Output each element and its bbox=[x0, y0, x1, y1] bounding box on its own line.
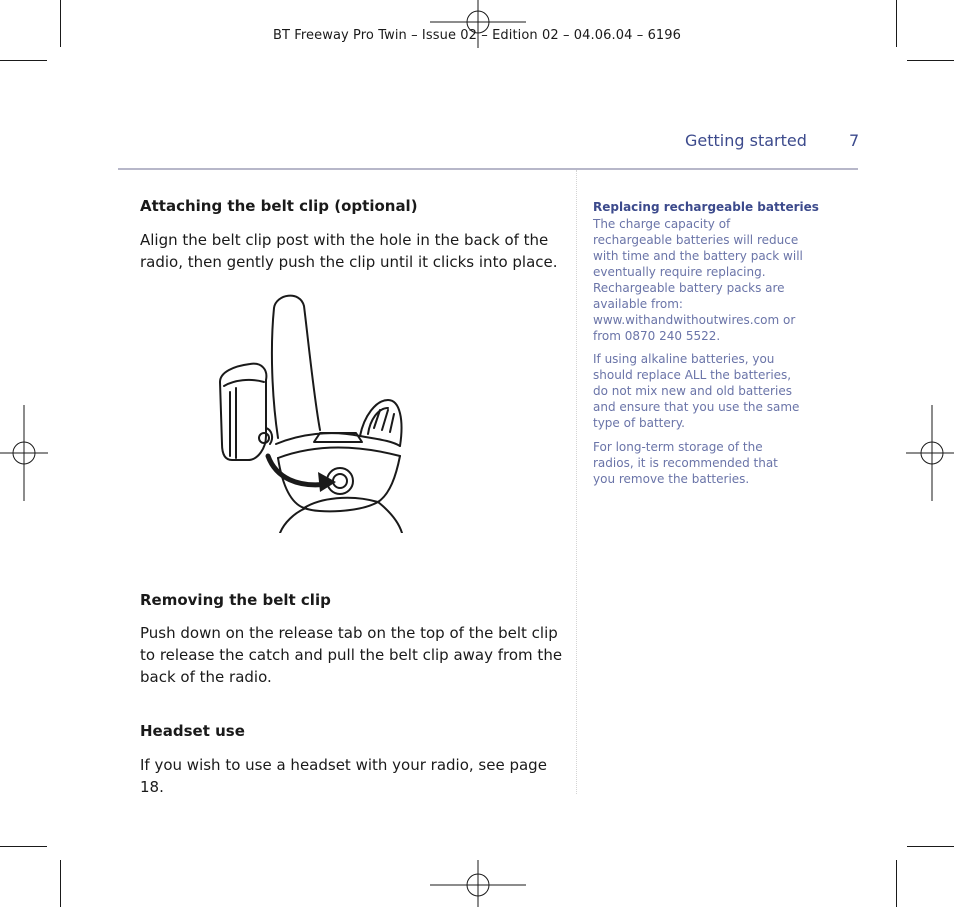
crop-mark bbox=[60, 860, 61, 907]
sidebar-paragraph: The charge capacity of rechargeable batteries will reduce with time and the battery pack will eventually require replacing. Rechargeable battery packs are available from: www.withandwithoutwires.com or from 0870 240 5522. bbox=[593, 217, 803, 343]
attach-text: Align the belt clip post with the hole in the back of the radio, then gently push the clip until it clicks into place. bbox=[140, 231, 558, 271]
registration-mark-bottom bbox=[430, 860, 526, 907]
attach-heading: Attaching the belt clip (optional) bbox=[140, 197, 418, 215]
sidebar-title: Replacing rechargeable batteries bbox=[593, 200, 819, 214]
headset-text: If you wish to use a headset with your radio, see page 18. bbox=[140, 756, 547, 796]
registration-mark-right bbox=[906, 405, 954, 501]
page-number: 7 bbox=[849, 131, 860, 150]
belt-clip-illustration bbox=[210, 288, 410, 533]
sidebar-paragraph: For long-term storage of the radios, it is recommended that you remove the batteries. bbox=[593, 440, 778, 486]
sidebar-paragraph: If using alkaline batteries, you should replace ALL the batteries, do not mix new and old batteries and ensure that you use the same type of battery. bbox=[593, 352, 800, 430]
headset-heading: Headset use bbox=[140, 722, 245, 740]
remove-heading: Removing the belt clip bbox=[140, 591, 331, 609]
print-slug: BT Freeway Pro Twin – Issue 02 – Edition 02 – 04.06.04 – 6196 bbox=[272, 28, 682, 43]
remove-text: Push down on the release tab on the top of the belt clip to release the catch and pull the belt clip away from the back of the radio. bbox=[140, 624, 563, 686]
crop-mark bbox=[896, 860, 897, 907]
column-divider bbox=[576, 170, 577, 794]
crop-mark bbox=[0, 846, 47, 847]
crop-mark bbox=[907, 60, 954, 61]
section-title: Getting started bbox=[685, 131, 807, 150]
registration-mark-left bbox=[0, 405, 48, 501]
crop-mark bbox=[907, 846, 954, 847]
crop-mark bbox=[0, 60, 47, 61]
header-rule bbox=[118, 168, 858, 170]
